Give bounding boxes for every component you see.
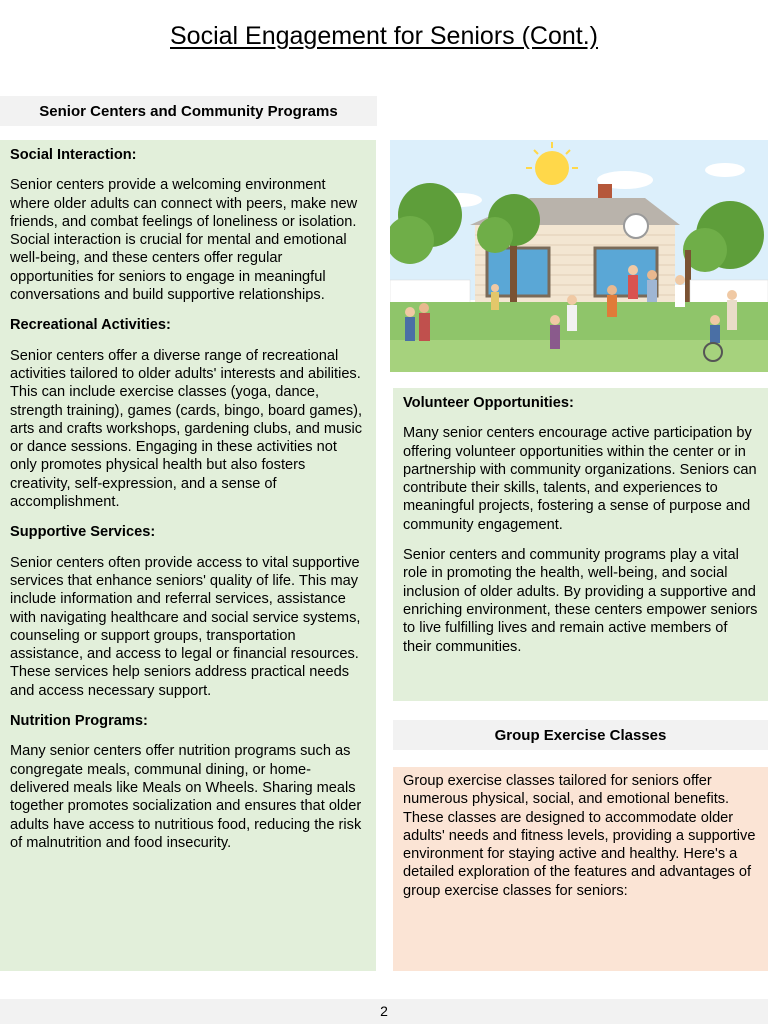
group-exercise-text: Group exercise classes tailored for seniors offer numerous physical, social, and emotional benefits. These classes are designed to accommodate older adults' needs and fitness levels, providing a supportive environment for staying active and healthy. Here's a detailed exploration of the features and advantages of group exercise classes for seniors: <box>403 773 756 899</box>
recreational-activities-heading: Recreational Activities: <box>10 317 171 334</box>
senior-center-illustration <box>390 140 768 372</box>
volunteer-content-box <box>393 388 768 701</box>
community-scene-image <box>390 140 768 372</box>
supportive-services-text: Senior centers often provide access to vital supportive services that enhance seniors' quality of life. This may include information and referral services, assistance with navigating healthcare and social service systems, counseling or support groups, transportation assistance, and access to legal or financial resources. These services help seniors address practical needs and access necessary support. <box>10 554 361 699</box>
recreational-activities-text: Senior centers offer a diverse range of recreational activities tailored to older adults' interests and abilities. This can include exercise classes (yoga, dance, strength training), games (cards, bingo, board games), arts and crafts workshops, gardening clubs, and music or dance sessions. Engaging in these activities not only promotes physical health but also fosters creativity, self-expression, and a sense of accomplishment. <box>10 347 363 511</box>
volunteer-opportunities-text: Many senior centers encourage active participation by offering volunteer opportunities within the center or in partnership with community organizations. Seniors can contribute their skills, talents, and experiences to meaningful projects, fostering a sense of purpose and community engagement. <box>403 425 757 533</box>
page-number-footer: 2 <box>0 999 768 1024</box>
social-interaction-heading: Social Interaction: <box>10 147 137 163</box>
section-header-group-exercise: Group Exercise Classes <box>393 720 768 750</box>
group-exercise-content-box <box>393 767 768 971</box>
nutrition-programs-text: Many senior centers offer nutrition programs such as congregate meals, communal dining, or home-delivered meals like Meals on Wheels. Sharing meals together promotes socialization and ensures that older adults have access to nutritious food, reducing the risk of malnutrition and food insecurity. <box>10 743 362 851</box>
nutrition-programs-heading: Nutrition Programs: <box>10 713 148 730</box>
page-title: Social Engagement for Seniors (Cont.) <box>170 22 598 50</box>
volunteer-opportunities-heading: Volunteer Opportunities: <box>403 395 574 411</box>
social-interaction-text: Senior centers provide a welcoming environment where older adults can connect with peers, make new friends, and combat feelings of loneliness or isolation. Social interaction is crucial for mental and emotional well-being, and these centers offer regular opportunities for seniors to engage in meaningful conversations and build supportive relationships. <box>10 177 358 304</box>
senior-centers-content-box <box>0 140 376 971</box>
supportive-services-heading: Supportive Services: <box>10 524 156 541</box>
section-header-senior-centers: Senior Centers and Community Programs <box>0 96 377 126</box>
senior-centers-summary-text: Senior centers and community programs play a vital role in promoting the health, well-being, and social inclusion of older adults. By providing a supportive and enriching environment, these centers empower seniors to live fulfilling lives and remain active members of their communities. <box>403 547 758 655</box>
